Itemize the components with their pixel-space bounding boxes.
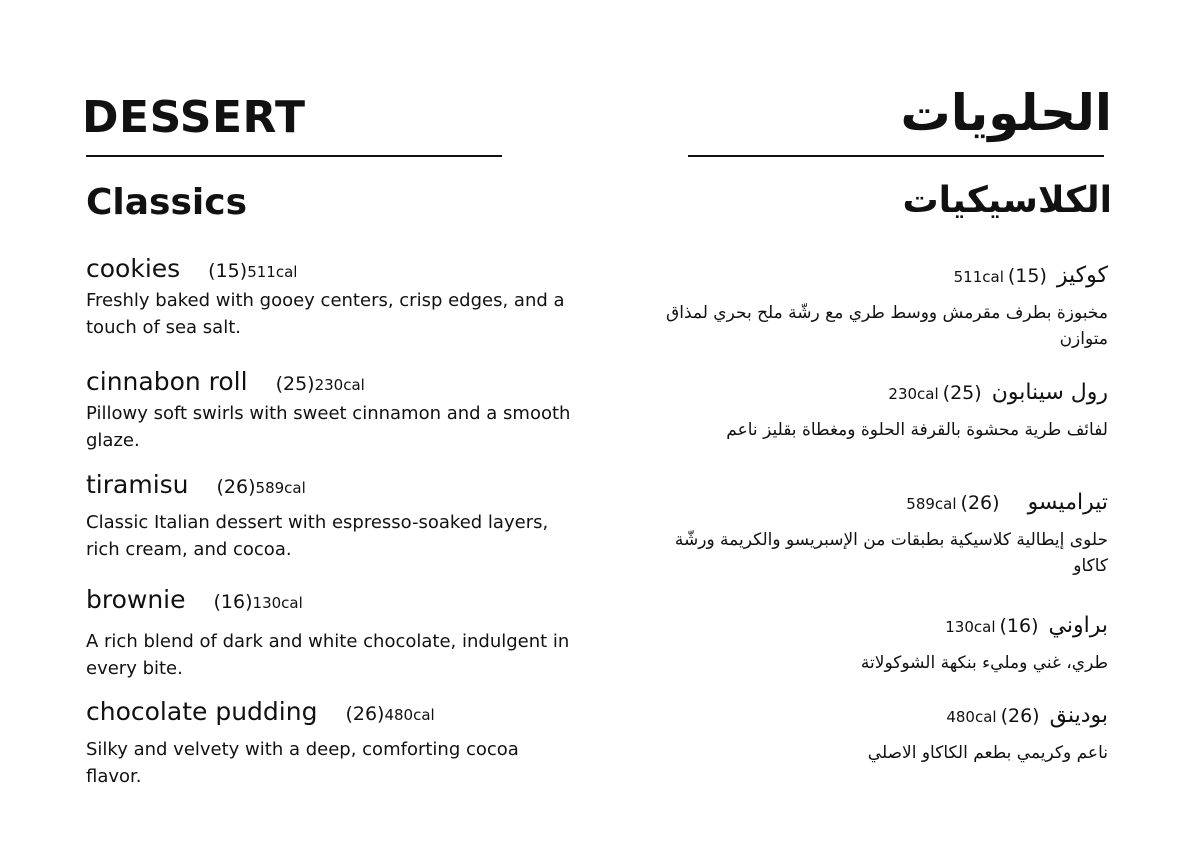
item-calories: 130cal xyxy=(252,594,303,612)
item-description: Silky and velvety with a deep, comforting cocoa flavor. xyxy=(86,739,519,787)
item-description: Freshly baked with gooey centers, crisp edges, and a touch of sea salt. xyxy=(86,290,565,338)
menu-item-ar xyxy=(648,263,1108,352)
item-name: براوني xyxy=(1048,613,1108,638)
menu-item-en xyxy=(86,254,576,341)
item-description: طري، غني ومليء بنكهة الشوكولاتة xyxy=(860,653,1108,673)
menu-item-ar xyxy=(648,490,1108,579)
item-calories: 589cal xyxy=(255,479,306,497)
item-name: بودينق xyxy=(1049,703,1108,728)
item-name: brownie xyxy=(86,585,186,614)
menu-item-en xyxy=(86,470,576,563)
item-description: مخبوزة بطرف مقرمش ووسط طري مع رشّة ملح بحري لمذاق متوازن xyxy=(666,303,1108,349)
item-calories: 511cal xyxy=(953,268,1004,286)
item-name: chocolate pudding xyxy=(86,697,318,726)
item-name: tiramisu xyxy=(86,470,189,499)
item-price: (26) xyxy=(960,492,1000,514)
section-title-english: Classics xyxy=(86,182,248,223)
item-calories: 589cal xyxy=(906,495,957,513)
menu-item-ar xyxy=(648,613,1108,676)
item-calories: 480cal xyxy=(946,708,997,726)
item-calories: 480cal xyxy=(384,706,435,724)
page-title-english: DESSERT xyxy=(82,92,306,143)
page-title-arabic: الحلويات xyxy=(900,84,1112,142)
divider-arabic xyxy=(688,155,1104,157)
menu-item-en xyxy=(86,367,576,454)
item-price: (26) xyxy=(345,703,385,725)
item-calories: 130cal xyxy=(945,618,996,636)
item-price: (26) xyxy=(216,476,256,498)
item-price: (16) xyxy=(213,591,253,613)
section-title-arabic: الكلاسيكيات xyxy=(902,180,1112,221)
item-price: (16) xyxy=(999,615,1039,637)
menu-item-ar xyxy=(648,380,1108,443)
item-calories: 230cal xyxy=(888,385,939,403)
item-price: (15) xyxy=(208,260,248,282)
item-name: رول سينابون xyxy=(991,380,1108,405)
menu-item-ar xyxy=(648,703,1108,766)
item-calories: 230cal xyxy=(314,376,365,394)
item-description: A rich blend of dark and white chocolate, indulgent in every bite. xyxy=(86,631,570,679)
item-description: لفائف طرية محشوة بالقرفة الحلوة ومغطاة بقليز ناعم xyxy=(726,420,1108,440)
item-name: تيراميسو xyxy=(1027,490,1108,515)
item-description: حلوى إيطالية كلاسيكية بطبقات من الإسبريسو والكريمة ورشّة كاكاو xyxy=(674,530,1108,576)
item-description: Classic Italian dessert with espresso-soaked layers, rich cream, and cocoa. xyxy=(86,512,549,560)
item-name: cinnabon roll xyxy=(86,367,248,396)
item-price: (25) xyxy=(942,382,982,404)
item-description: ناعم وكريمي بطعم الكاكاو الاصلي xyxy=(867,743,1108,763)
item-name: cookies xyxy=(86,254,181,283)
menu-item-en xyxy=(86,585,576,682)
item-price: (15) xyxy=(1007,265,1047,287)
item-calories: 511cal xyxy=(247,263,298,281)
item-price: (25) xyxy=(275,373,315,395)
item-name: كوكيز xyxy=(1056,263,1108,288)
divider-english xyxy=(86,155,502,157)
item-description: Pillowy soft swirls with sweet cinnamon and a smooth glaze. xyxy=(86,403,571,451)
item-price: (26) xyxy=(1000,705,1040,727)
menu-item-en xyxy=(86,697,576,790)
